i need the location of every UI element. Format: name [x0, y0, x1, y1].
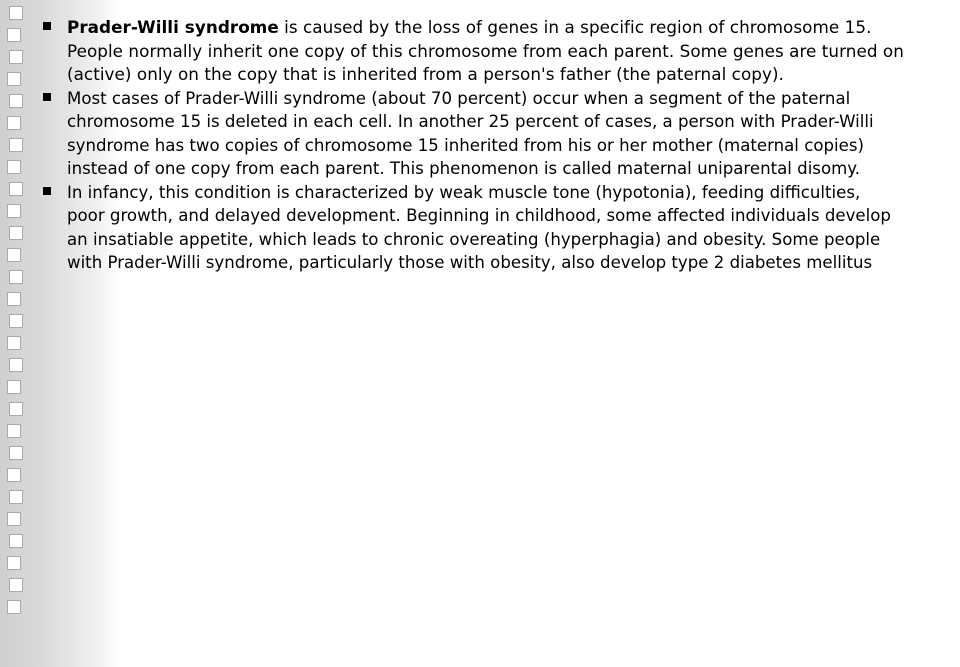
square-icon [7, 336, 21, 350]
square-icon [7, 380, 21, 394]
square-icon [7, 28, 21, 42]
square-icon [9, 270, 23, 284]
bullet-line [67, 16, 960, 40]
bullet-list [40, 16, 960, 275]
bullet-line: People normally inherit one copy of this chromosome from each parent. Some genes are turned on [67, 40, 904, 61]
bullet-item-symptoms [40, 181, 960, 275]
square-icon [9, 6, 23, 20]
square-icon [9, 94, 23, 108]
square-icon [9, 402, 23, 416]
bullet-line: Most cases of Prader-Willi syndrome (about 70 percent) occur when a segment of the paternal [67, 88, 851, 108]
square-icon [9, 358, 23, 372]
square-icon [7, 424, 21, 438]
square-icon [9, 138, 23, 152]
square-icon [9, 578, 23, 592]
square-icon [9, 314, 23, 328]
bullet-line: poor growth, and delayed development. Beginning in childhood, some affected individuals develop [67, 206, 891, 225]
square-icon [7, 204, 21, 218]
square-icon [7, 116, 21, 130]
bullet-line: an insatiable appetite, which leads to chronic overeating (hyperphagia) and obesity. Some people [67, 229, 881, 249]
bullet-line: with Prader-Willi syndrome, particularly those with obesity, also develop type 2 diabetes mellitus [67, 253, 873, 272]
bullet-line: In infancy, this condition is characterized by weak muscle tone (hypotonia), feeding difficulties, [67, 182, 861, 202]
bullet-line: syndrome has two copies of chromosome 15 inherited from his or her mother (maternal copies) [67, 135, 864, 155]
square-icon [9, 226, 23, 240]
square-icon [9, 490, 23, 504]
bullet-item-genetics [40, 16, 960, 87]
bullet-square-icon [43, 187, 51, 195]
decorative-squares [7, 6, 29, 622]
square-icon [9, 534, 23, 548]
bullet-item-causes [40, 87, 960, 181]
bullet-line: chromosome 15 is deleted in each cell. In another 25 percent of cases, a person with Prader-Willi [67, 112, 874, 131]
bullet-line: instead of one copy from each parent. This phenomenon is called maternal uniparental disomy. [67, 159, 860, 178]
square-icon [7, 72, 21, 86]
square-icon [7, 556, 21, 570]
bullet-square-icon [43, 93, 51, 101]
square-icon [9, 50, 23, 64]
square-icon [9, 446, 23, 460]
square-icon [7, 600, 21, 614]
square-icon [7, 468, 21, 482]
bold-term: Prader-Willi syndrome [67, 17, 279, 37]
line-text: is caused by the loss of genes in a specific region of chromosome 15. [278, 17, 872, 37]
square-icon [7, 512, 21, 526]
bullet-square-icon [43, 22, 51, 30]
square-icon [7, 160, 21, 174]
bullet-line: (active) only on the copy that is inherited from a person's father (the paternal copy). [67, 64, 784, 84]
square-icon [7, 248, 21, 262]
square-icon [9, 182, 23, 196]
square-icon [7, 292, 21, 306]
